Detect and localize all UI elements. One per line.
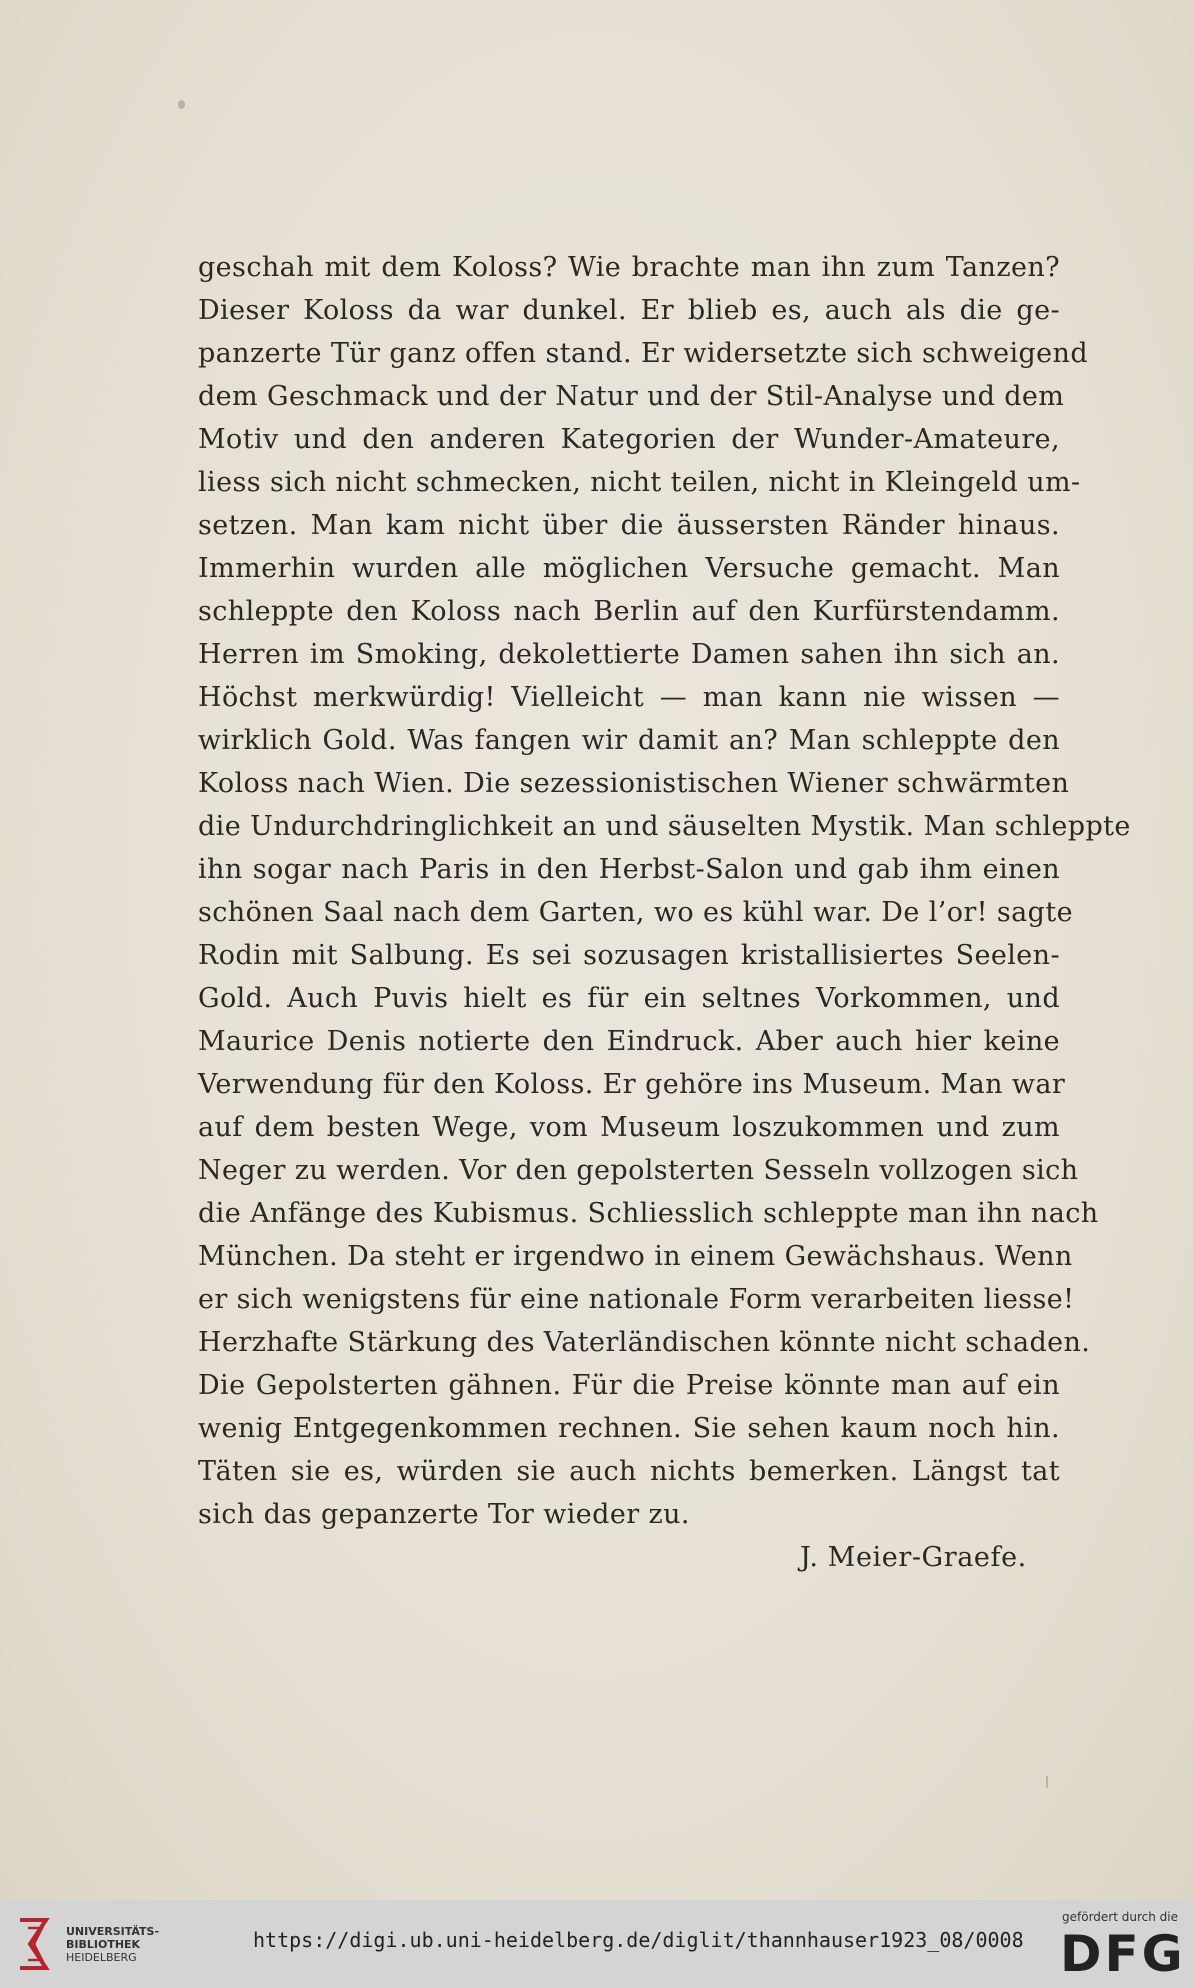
text-line: Immerhin wurden alle möglichen Versuche gemacht. Man — [198, 553, 1060, 584]
text-line: schönen Saal nach dem Garten, wo es kühl war. De l’or! sagte — [198, 897, 1073, 928]
footer-bar — [0, 1900, 1193, 1988]
text-line: panzerte Tür ganz offen stand. Er widersetzte sich schweigend — [198, 338, 1089, 369]
dfg-logo[interactable]: DFG — [1060, 1925, 1186, 1983]
text-line: Dieser Koloss da war dunkel. Er blieb es, auch als die ge- — [198, 295, 1060, 326]
text-line: auf dem besten Wege, vom Museum loszukommen und zum — [198, 1112, 1060, 1143]
text-line: Neger zu werden. Vor den gepolsterten Sesseln vollzogen sich — [198, 1155, 1079, 1186]
text-line: die Anfänge des Kubismus. Schliesslich schleppte man ihn nach — [198, 1198, 1099, 1229]
text-line: setzen. Man kam nicht über die äussersten Ränder hinaus. — [198, 510, 1060, 541]
text-line: München. Da steht er irgendwo in einem Gewächshaus. Wenn — [198, 1241, 1073, 1272]
library-name-line: BIBLIOTHEK — [66, 1938, 141, 1951]
library-name-line: UNIVERSITÄTS- — [66, 1925, 160, 1938]
text-line: Höchst merkwürdig! Vielleicht — man kann nie wissen — — [198, 682, 1060, 713]
library-name — [66, 1925, 159, 1964]
paper-speck — [178, 100, 185, 109]
text-line: dem Geschmack und der Natur und der Stil-Analyse und dem — [198, 381, 1065, 412]
text-line: Maurice Denis notierte den Eindruck. Aber auch hier keine — [198, 1026, 1060, 1057]
text-line: die Undurchdringlichkeit an und säuselten Mystik. Man schleppte — [198, 811, 1131, 842]
body-text — [198, 246, 1131, 1536]
library-name-line: HEIDELBERG — [66, 1951, 137, 1964]
text-line: liess sich nicht schmecken, nicht teilen, nicht in Kleingeld um- — [198, 467, 1081, 498]
text-line: Herren im Smoking, dekolettierte Damen sahen ihn sich an. — [198, 639, 1060, 670]
author-signature: J. Meier-Graefe. — [800, 1542, 1027, 1573]
paper-speck — [1046, 1776, 1048, 1788]
text-line: wirklich Gold. Was fangen wir damit an? Man schleppte den — [198, 725, 1060, 756]
text-line: Motiv und den anderen Kategorien der Wunder-Amateure, — [198, 424, 1060, 455]
text-line: Verwendung für den Koloss. Er gehöre ins Museum. Man war — [198, 1069, 1066, 1100]
text-line: ihn sogar nach Paris in den Herbst-Salon und gab ihm einen — [198, 854, 1060, 885]
page-url-link[interactable]: https://digi.ub.uni-heidelberg.de/diglit/thannhauser1923_08/0008 — [253, 1928, 1024, 1952]
text-line: Rodin mit Salbung. Es sei sozusagen kristallisiertes Seelen- — [198, 940, 1060, 971]
text-line: wenig Entgegenkommen rechnen. Sie sehen kaum noch hin. — [198, 1413, 1060, 1444]
text-line: sich das gepanzerte Tor wieder zu. — [198, 1499, 690, 1530]
text-line: Täten sie es, würden sie auch nichts bemerken. Längst tat — [198, 1456, 1060, 1487]
ub-heidelberg-logo-icon[interactable] — [12, 1914, 58, 1974]
text-line: Herzhafte Stärkung des Vaterländischen könnte nicht schaden. — [198, 1327, 1091, 1358]
text-line: Die Gepolsterten gähnen. Für die Preise könnte man auf ein — [198, 1370, 1060, 1401]
text-line: geschah mit dem Koloss? Wie brachte man ihn zum Tanzen? — [198, 252, 1060, 283]
text-line: er sich wenigstens für eine nationale Form verarbeiten liesse! — [198, 1284, 1075, 1315]
text-line: schleppte den Koloss nach Berlin auf den Kurfürstendamm. — [198, 596, 1060, 627]
text-line: Koloss nach Wien. Die sezessionistischen Wiener schwärmten — [198, 768, 1070, 799]
funding-note: gefördert durch die — [1062, 1910, 1178, 1924]
text-line: Gold. Auch Puvis hielt es für ein seltnes Vorkommen, und — [198, 983, 1060, 1014]
